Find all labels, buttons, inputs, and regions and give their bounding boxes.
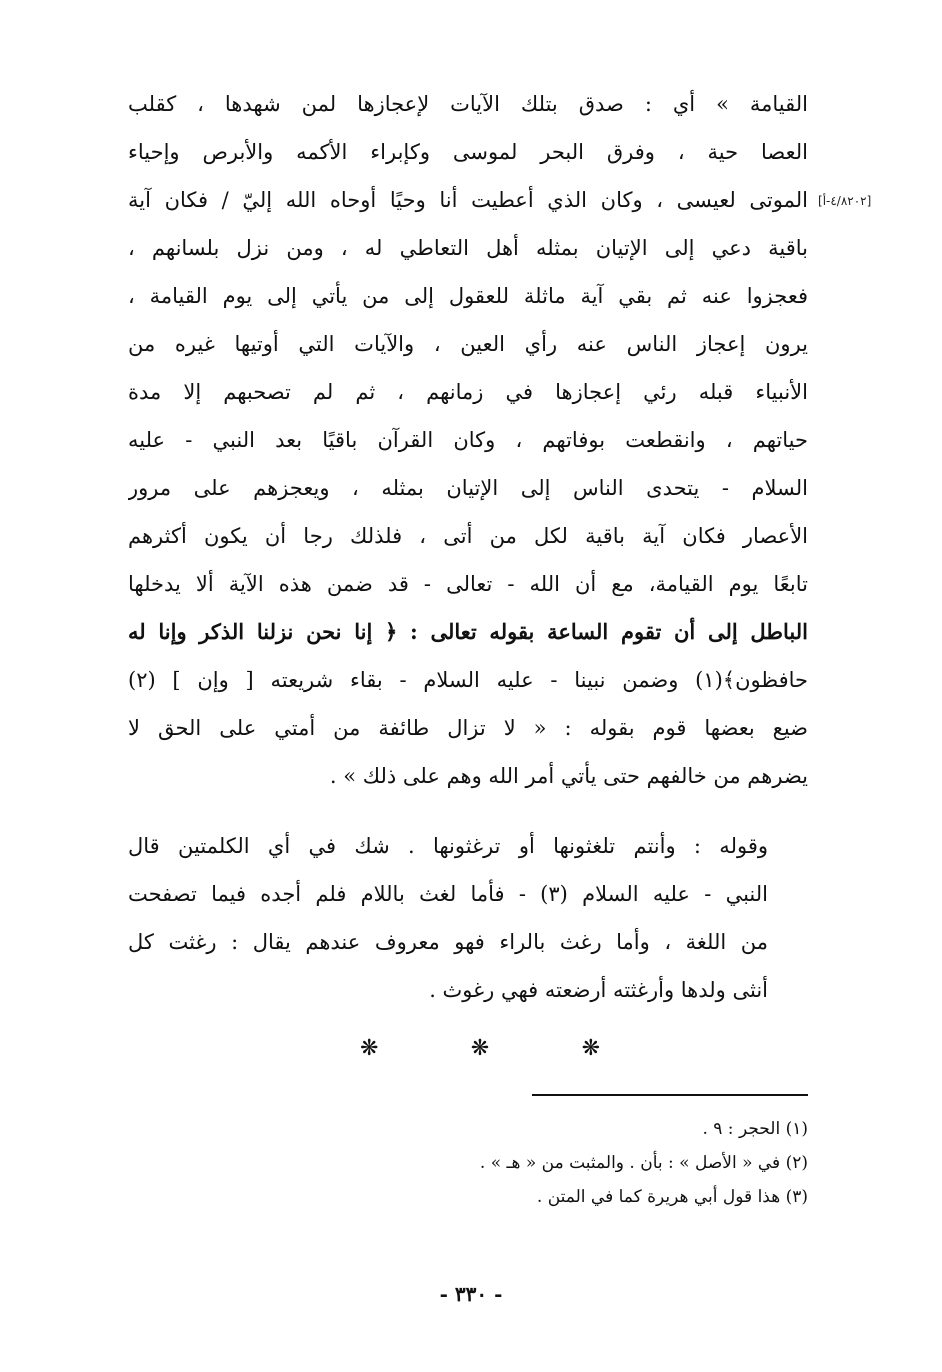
footnotes (360, 1112, 808, 1214)
footnote: (٢) في « الأصل » : بأن . والمثبت من « هـ » . (479, 1153, 808, 1173)
text-line: حافظون﴾(١) وضمن نبينا - عليه السلام - بقاء شريعته [ وإن ] (٢) (128, 668, 808, 692)
footnote: (٣) هذا قول أبي هريرة كما في المتن . (536, 1187, 808, 1207)
quran-verse-line: الباطل إلى أن تقوم الساعة بقوله تعالى : ﴿ إنا نحن نزلنا الذكر وإنا له (128, 619, 808, 644)
asterism-icon: ❋ (360, 1036, 379, 1061)
asterism-icon: ❋ (470, 1036, 490, 1061)
text-line: أنثى ولدها وأرغثته أرضعته فهي رغوث . (429, 978, 768, 1002)
text-line: السلام - يتحدى الناس إلى الإتيان بمثله ، ويعجزهم على مرور (128, 476, 808, 500)
text-line: حياتهم ، وانقطعت بوفاتهم ، وكان القرآن باقيًا بعد النبي - عليه (128, 428, 808, 452)
text-line: من اللغة ، وأما رغث بالراء فهو معروف عندهم يقال : رغثت كل (128, 930, 768, 954)
second-paragraph (128, 822, 808, 1014)
main-paragraph (128, 80, 808, 800)
text-line: النبي - عليه السلام (٣) - فأما لغث باللام فلم أجده فيما تصفحت (128, 882, 768, 906)
text-line: الأعصار فكان آية باقية لكل من أتى ، فلذلك رجا أن يكون أكثرهم (128, 524, 808, 548)
text-line: فعجزوا عنه ثم بقي آية ماثلة للعقول إلى من يأتي إلى يوم القيامة ، (128, 284, 808, 308)
section-separator (360, 1036, 600, 1061)
text-line: يرون إعجاز الناس عنه رأي العين ، والآيات التي أوتيها غيره من (128, 332, 808, 356)
footnote-divider (532, 1094, 808, 1096)
footnote: (١) الحجر : ٩ . (702, 1119, 808, 1139)
text-line: يضرهم من خالفهم حتى يأتي أمر الله وهم على ذلك » . (329, 764, 808, 788)
text-line: العصا حية ، وفرق البحر لموسى وكإبراء الأكمه والأبرص وإحياء (128, 140, 808, 164)
text-line: القيامة » أي : صدق بتلك الآيات لإعجازها لمن شهدها ، كقلب (128, 92, 808, 116)
hadith-line: ضيع بعضها قوم بقوله : « لا تزال طائفة من أمتي على الحق لا (128, 716, 808, 740)
text-line: وقوله : وأنتم تلغثونها أو ترغثونها . شك في أي الكلمتين قال (128, 834, 768, 858)
asterism-icon: ❋ (581, 1036, 600, 1061)
text-line: تابعًا يوم القيامة، مع أن الله - تعالى - قد ضمن هذه الآية ألا يدخلها (128, 572, 808, 596)
text-line: باقية دعي إلى الإتيان بمثله أهل التعاطي له ، ومن نزل بلسانهم ، (128, 236, 808, 260)
text-line: الأنبياء قبله رئي إعجازها في زمانهم ، ثم لم تصحبهم إلا مدة (128, 380, 808, 404)
page-number: - ٣٣٠ - (439, 1282, 503, 1306)
text-line: الموتى لعيسى ، وكان الذي أعطيت أنا وحيًا أوحاه الله إليّ / فكان آية (128, 188, 808, 212)
margin-folio-reference: [٤/٨٢٠٢-أ] (818, 194, 872, 208)
